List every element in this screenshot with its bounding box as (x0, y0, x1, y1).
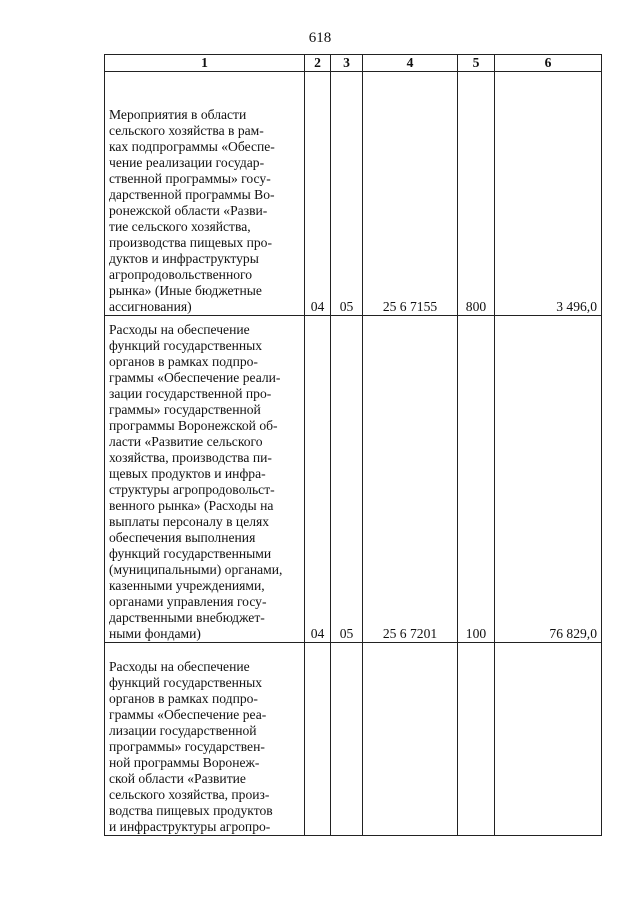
row-description: Мероприятия в области сельского хозяйства в рам- ках подпрограммы «Обеспе- чение реализации государ- ственной программы» госу- дарственной программы Во- ронежской области «Разви- тие сельского хозяйства, производства пищевых про- дуктов и инфраструктуры агропродовольственного рынка» (Иные бюджетные ассигнования) (105, 72, 305, 316)
row-amount (495, 643, 602, 836)
table-row (105, 316, 602, 643)
table-row (105, 72, 602, 316)
row-expense-type-code: 100 (458, 316, 495, 643)
column-header-1: 1 (105, 55, 305, 72)
column-header-6: 6 (495, 55, 602, 72)
column-header-5: 5 (458, 55, 495, 72)
column-header-2: 2 (305, 55, 331, 72)
row-section-code: 04 (305, 316, 331, 643)
row-expense-type-code: 800 (458, 72, 495, 316)
row-description: Расходы на обеспечение функций государственных органов в рамках подпро- граммы «Обеспечение реа- лизации государственной программы» государствен- ной программы Воронеж- ской области «Развитие сельского хозяйства, произ- водства пищевых продуктов и инфраструктуры агропро- (105, 643, 305, 836)
row-target-article-code (363, 643, 458, 836)
row-subsection-code: 05 (331, 316, 363, 643)
row-amount: 3 496,0 (495, 72, 602, 316)
table-row (105, 643, 602, 836)
row-subsection-code (331, 643, 363, 836)
row-section-code (305, 643, 331, 836)
row-description: Расходы на обеспечение функций государственных органов в рамках подпро- граммы «Обеспечение реали- зации государственной про- граммы» государственной программы Воронежской об- ласти «Развитие сельского хозяйства, производства пи- щевых продуктов и инфра- структуры агропродовольст- венного рынка» (Расходы на выплаты персоналу в целях обеспечения выполнения функций государственными (муниципальными) органами, казенными учреждениями, органами управления госу- дарственными внебюджет- ными фондами) (105, 316, 305, 643)
column-header-3: 3 (331, 55, 363, 72)
row-amount: 76 829,0 (495, 316, 602, 643)
column-header-4: 4 (363, 55, 458, 72)
row-subsection-code: 05 (331, 72, 363, 316)
page-number: 618 (308, 30, 332, 46)
row-target-article-code: 25 6 7201 (363, 316, 458, 643)
table-header-row (105, 55, 602, 72)
row-expense-type-code (458, 643, 495, 836)
row-section-code: 04 (305, 72, 331, 316)
budget-table (104, 54, 602, 836)
row-target-article-code: 25 6 7155 (363, 72, 458, 316)
